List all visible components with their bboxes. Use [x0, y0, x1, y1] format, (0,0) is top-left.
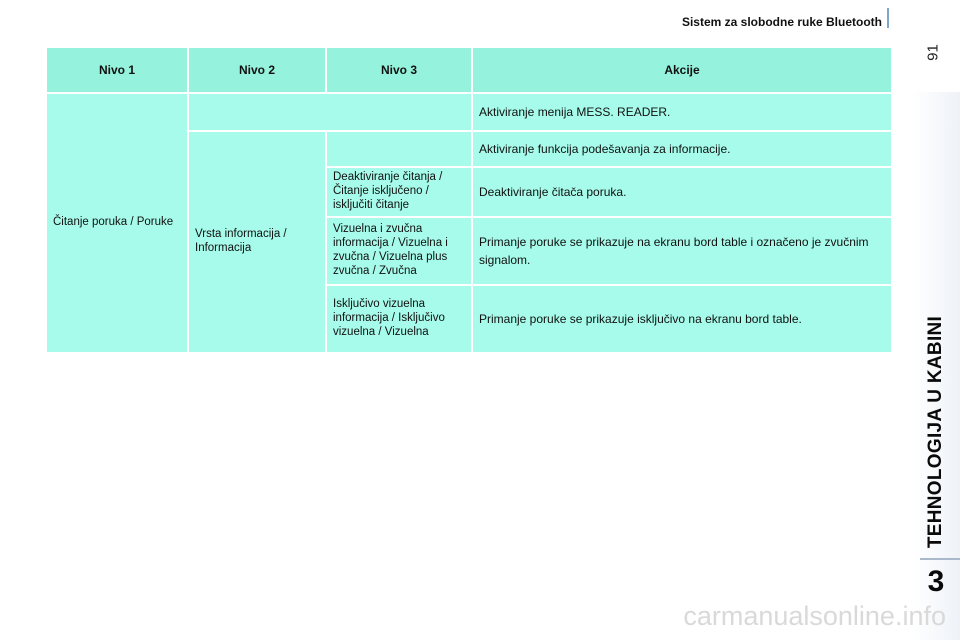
chapter-title-text: TEHNOLOGIJA U KABINI [925, 315, 946, 549]
cell-action: Aktiviranje menija MESS. READER. [472, 93, 892, 131]
page-number: 91 [924, 44, 942, 61]
cell-level-1: Čitanje poruka / Poruke [46, 93, 188, 353]
cell-level-2: Vrsta informacija / Informacija [188, 131, 326, 353]
header-level-3: Nivo 3 [326, 47, 472, 93]
cell-level-3: Deaktiviranje čitanja / Čitanje isključeno / isključiti čitanje [326, 167, 472, 217]
menu-table [45, 46, 893, 354]
cell-action: Primanje poruke se prikazuje na ekranu bord table i označeno je zvučnim signalom. [472, 217, 892, 285]
table-row [46, 93, 892, 131]
cell-empty [326, 131, 472, 167]
header-actions: Akcije [472, 47, 892, 93]
cell-action: Primanje poruke se prikazuje isključivo na ekranu bord table. [472, 285, 892, 353]
table-header-row [46, 47, 892, 93]
cell-action: Deaktiviranje čitača poruka. [472, 167, 892, 217]
header-level-2: Nivo 2 [188, 47, 326, 93]
cell-empty-span [188, 93, 472, 131]
cell-action: Aktiviranje funkcija podešavanja za informacije. [472, 131, 892, 167]
cell-level-3: Vizuelna i zvučna informacija / Vizuelna i zvučna / Vizuelna plus zvučna / Zvučna [326, 217, 472, 285]
header-rule [887, 8, 889, 28]
chapter-number: 3 [927, 565, 945, 598]
watermark: carmanualsonline.info [683, 601, 946, 631]
section-title: Sistem za slobodne ruke Bluetooth [681, 15, 882, 29]
header-level-1: Nivo 1 [46, 47, 188, 93]
chapter-divider [920, 558, 960, 560]
cell-level-3: Isključivo vizuelna informacija / Isključivo vizuelna / Vizuelna [326, 285, 472, 353]
